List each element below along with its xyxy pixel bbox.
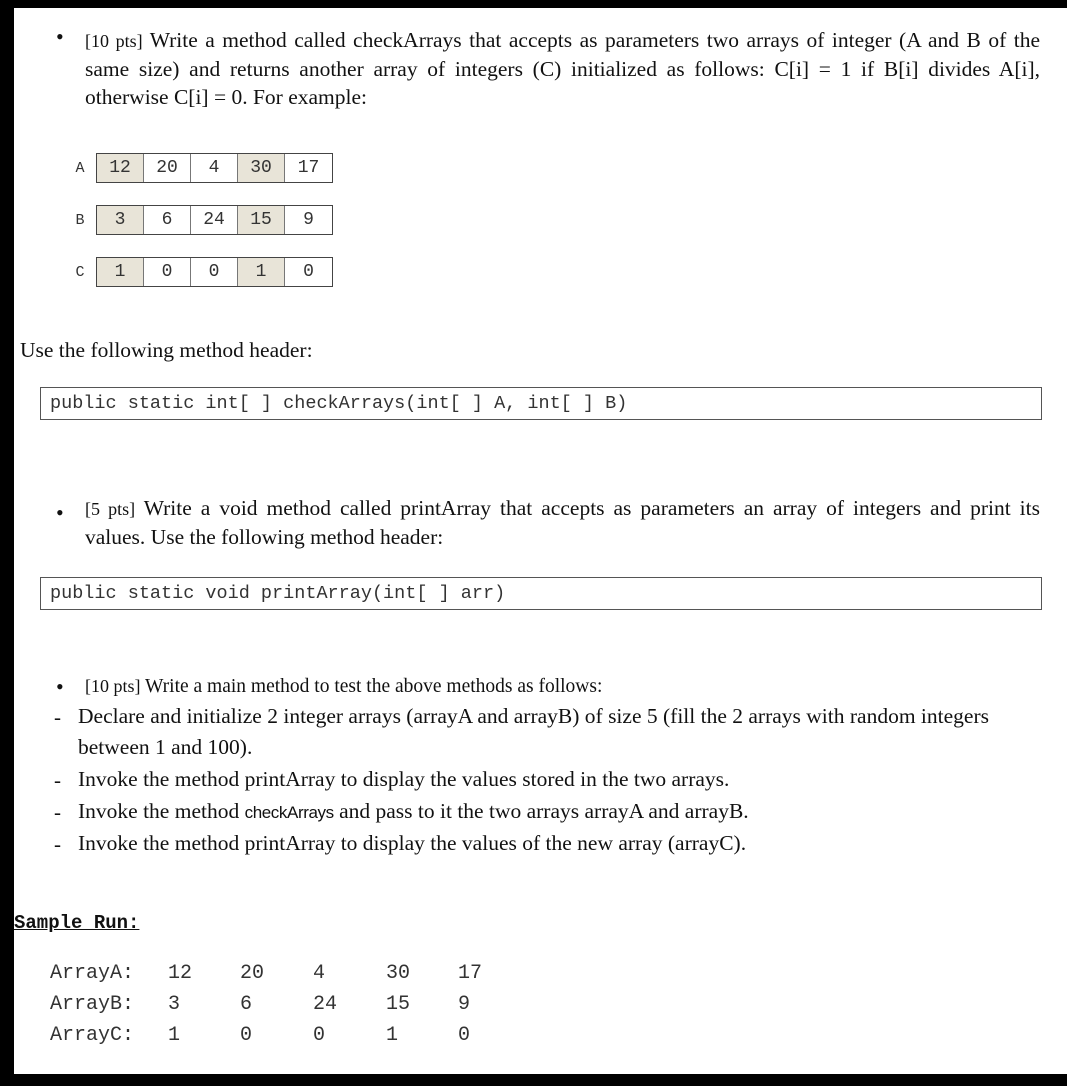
- sample-value: 6: [240, 993, 253, 1016]
- sample-value: 12: [168, 962, 193, 985]
- array-cell: 17: [297, 158, 320, 178]
- array-cell: 12: [97, 154, 144, 182]
- array-cell: 4: [191, 154, 238, 182]
- sample-value: 20: [240, 962, 265, 985]
- list-dash: -: [54, 800, 61, 824]
- array-cell: 15: [238, 206, 285, 234]
- sample-row-label: ArrayA:: [50, 962, 135, 985]
- array-a-row: [70, 154, 333, 182]
- array-cell: 9: [303, 210, 314, 230]
- q2-text: Write a void method called printArray that accepts as parameters an array of integers and print its values. Use the following method header:: [85, 496, 1040, 549]
- sample-value: 1: [386, 1024, 399, 1047]
- array-cell: 0: [191, 258, 238, 286]
- array-label: C: [75, 263, 85, 281]
- sample-value: 0: [240, 1024, 253, 1047]
- q3-description: [85, 672, 1040, 701]
- list-item-method-name: checkArrays: [244, 803, 334, 822]
- sample-run-title: Sample Run:: [14, 912, 140, 934]
- q1-method-header: public static int[ ] checkArrays(int[ ] A, int[ ] B): [40, 387, 1042, 420]
- array-cell: 6: [144, 206, 191, 234]
- list-dash: -: [54, 705, 61, 729]
- array-b-row: [70, 206, 333, 234]
- q1-points: [10 pts]: [85, 31, 143, 51]
- array-cell: 0: [303, 262, 314, 282]
- list-item-text: Invoke the method printArray to display the values stored in the two arrays.: [78, 767, 730, 791]
- array-cell: 1: [97, 258, 144, 286]
- array-cell: 0: [144, 258, 191, 286]
- list-item-text: Invoke the method printArray to display the values of the new array (arrayC).: [78, 831, 747, 855]
- sample-value: 4: [313, 962, 326, 985]
- document-page: [14, 8, 1067, 1074]
- q1-description: [85, 26, 1040, 111]
- bullet-q2: •: [56, 500, 64, 525]
- q1-text: Write a method called checkArrays that accepts as parameters two arrays of integer (A and B of the same size) and returns another array of integers (C) initialized as follows: C[i] = 1 if B[i] divides A[i], otherwise C[i] = 0. For example:: [85, 28, 1041, 109]
- q2-description: [85, 494, 1040, 551]
- list-item-text: and pass to it the two arrays arrayA and arrayB.: [333, 799, 749, 823]
- array-cell: 1: [238, 258, 285, 286]
- sample-value: 9: [458, 993, 471, 1016]
- list-item: [78, 701, 1048, 763]
- sample-value: 0: [313, 1024, 326, 1047]
- sample-row-label: ArrayC:: [50, 1024, 135, 1047]
- list-item-text: Invoke the method: [78, 799, 245, 823]
- list-dash: -: [54, 768, 61, 792]
- array-cells: [96, 205, 333, 235]
- list-item: [78, 828, 1048, 859]
- sample-value: 1: [168, 1024, 181, 1047]
- array-cell: 30: [238, 154, 285, 182]
- array-label: B: [75, 211, 85, 229]
- array-cell: 3: [97, 206, 144, 234]
- array-label: A: [75, 159, 85, 177]
- q2-method-header: public static void printArray(int[ ] arr): [40, 577, 1042, 610]
- q3-points: [10 pts]: [85, 676, 141, 696]
- list-dash: -: [54, 832, 61, 856]
- sample-value: 24: [313, 993, 338, 1016]
- bullet-q3: •: [56, 674, 64, 699]
- array-cell: 20: [144, 154, 191, 182]
- sample-value: 17: [458, 962, 483, 985]
- sample-value: 15: [386, 993, 411, 1016]
- array-cells: [96, 153, 333, 183]
- sample-value: 3: [168, 993, 181, 1016]
- array-cell: 24: [191, 206, 238, 234]
- sample-value: 30: [386, 962, 411, 985]
- bullet-q1: •: [56, 24, 64, 49]
- array-c-row: [70, 258, 333, 286]
- sample-value: 0: [458, 1024, 471, 1047]
- list-item: [78, 796, 1048, 828]
- list-item-text: Declare and initialize 2 integer arrays (arrayA and arrayB) of size 5 (fill the 2 arrays with random integers between 1 and 100).: [78, 704, 989, 759]
- array-cells: [96, 257, 333, 287]
- list-item: [78, 764, 1048, 795]
- sample-row-label: ArrayB:: [50, 993, 135, 1016]
- q3-text: Write a main method to test the above methods as follows:: [145, 676, 603, 697]
- q1-header-intro: Use the following method header:: [20, 338, 313, 362]
- q2-points: [5 pts]: [85, 499, 136, 519]
